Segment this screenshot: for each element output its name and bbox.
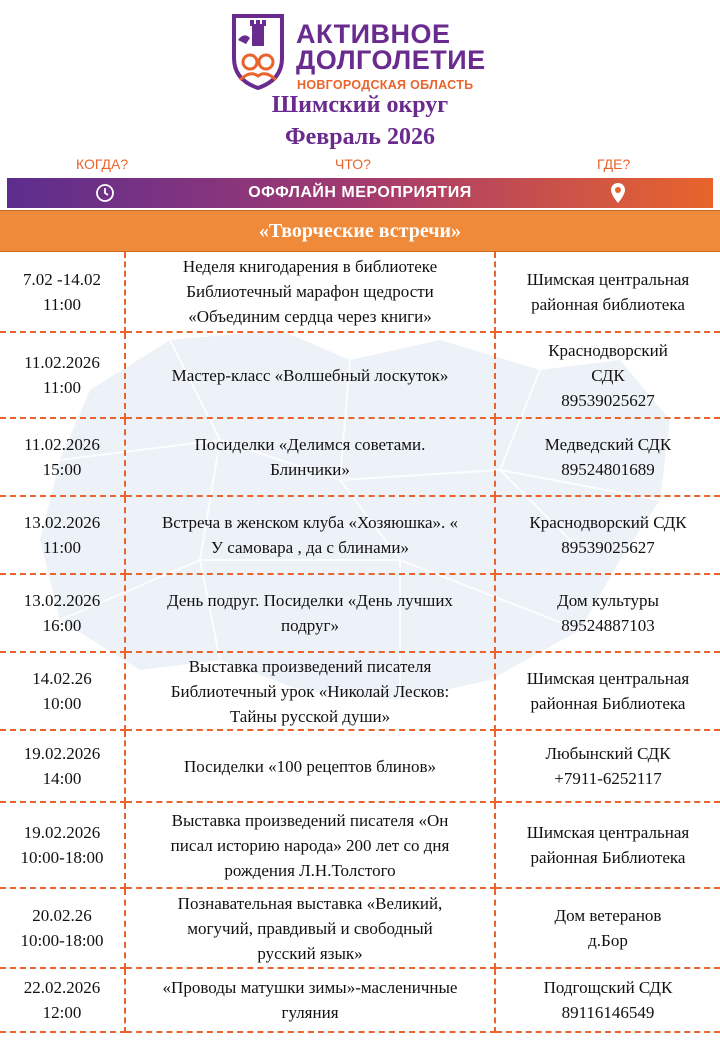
event-when [0, 574, 125, 652]
offline-events-bar [7, 178, 713, 208]
events-table [0, 252, 720, 1033]
district-title: Шимский округ [271, 92, 449, 118]
event-where [495, 332, 720, 418]
event-text: Познавательная выставка «Великий, [177, 893, 443, 913]
column-labels [0, 154, 720, 176]
event-time: 12:00 [42, 1003, 82, 1022]
event-place: Краснодворский СДК [529, 513, 687, 532]
event-date: 19.02.2026 [23, 744, 101, 763]
event-time: 10:00 [42, 694, 82, 713]
event-place: Шимская центральная [526, 269, 690, 289]
table-row [0, 252, 720, 332]
event-date: 14.02.26 [32, 669, 92, 688]
event-what [125, 252, 495, 332]
event-text: Встреча в женском клуба «Хозяюшка». « [161, 513, 459, 532]
event-date: 13.02.2026 [23, 591, 101, 610]
event-place: Дом культуры [557, 591, 659, 610]
event-place: районная Библиотека [530, 848, 686, 867]
event-time: 10:00-18:00 [20, 848, 104, 867]
month-title: Февраль 2026 [285, 124, 435, 150]
event-time: 10:00-18:00 [20, 931, 104, 950]
label-when: КОГДА? [76, 156, 129, 172]
event-text: Выставка произведений писателя «Он [171, 810, 449, 830]
logo-subtitle: НОВГОРОДСКАЯ ОБЛАСТЬ [297, 78, 474, 92]
event-where [495, 574, 720, 652]
event-where [495, 730, 720, 802]
event-when [0, 802, 125, 888]
event-date: 20.02.26 [32, 906, 92, 925]
event-phone: 89116146549 [561, 1003, 655, 1022]
event-when [0, 418, 125, 496]
event-text: писал историю народа» 200 лет со дня [170, 835, 450, 855]
logo [230, 8, 500, 94]
event-place: Медведский СДК [544, 435, 672, 454]
event-place: Краснодворский [548, 340, 668, 360]
event-time: 11:00 [42, 294, 82, 314]
event-phone: 89539025627 [561, 390, 655, 410]
event-where [495, 802, 720, 888]
table-row [0, 496, 720, 574]
event-date: 7.02 -14.02 [23, 269, 101, 289]
event-where [495, 652, 720, 730]
event-place: д.Бор [588, 931, 628, 950]
table-row [0, 418, 720, 496]
event-text: У самовара , да с блинами» [210, 538, 410, 557]
table-row [0, 968, 720, 1032]
event-when [0, 252, 125, 332]
logo-title-line1: АКТИВНОЕ [296, 19, 451, 49]
event-what [125, 802, 495, 888]
event-where [495, 968, 720, 1032]
section-header [0, 210, 720, 252]
event-place: Шимская центральная [526, 669, 690, 688]
event-place: Шимская центральная [526, 823, 690, 842]
event-where [495, 496, 720, 574]
event-text: Тайны русской души» [229, 706, 391, 726]
event-text: «Объединим сердца через книги» [188, 307, 432, 326]
event-date: 11.02.2026 [24, 435, 100, 454]
event-what [125, 888, 495, 968]
table-row [0, 888, 720, 968]
event-text: Библиотечный марафон щедрости [186, 282, 434, 301]
label-what: ЧТО? [335, 156, 371, 172]
event-text: Выставка произведений писателя [188, 656, 432, 676]
event-what [125, 496, 495, 574]
event-text: гуляния [281, 1003, 339, 1022]
event-what [125, 968, 495, 1032]
logo-title-line2: ДОЛГОЛЕТИЕ [296, 45, 486, 75]
event-place: Подгощский СДК [543, 978, 673, 997]
table-row [0, 730, 720, 802]
table-row [0, 332, 720, 418]
event-when [0, 496, 125, 574]
event-time: 11:00 [42, 378, 82, 397]
event-what [125, 332, 495, 418]
event-when [0, 888, 125, 968]
map-pin-icon [609, 182, 627, 204]
event-text: подруг» [280, 616, 339, 635]
event-where [495, 888, 720, 968]
table-row [0, 652, 720, 730]
event-text: русский язык» [257, 943, 363, 963]
event-text: Мастер-класс «Волшебный лоскуток» [171, 365, 449, 385]
event-text: «Проводы матушки зимы»-масленичные [162, 978, 458, 997]
table-row [0, 802, 720, 888]
event-when [0, 968, 125, 1032]
event-place: Любынский СДК [545, 744, 671, 763]
event-date: 13.02.2026 [23, 513, 101, 532]
event-text: могучий, правдивый и свободный [187, 918, 433, 938]
event-date: 22.02.2026 [23, 978, 101, 997]
event-phone: +7911-6252117 [554, 769, 662, 788]
event-where [495, 418, 720, 496]
event-what [125, 418, 495, 496]
logo-emblem-icon [230, 10, 286, 90]
event-phone: 89524801689 [561, 460, 655, 479]
event-place: районная библиотека [531, 294, 685, 314]
event-when [0, 730, 125, 802]
event-when [0, 652, 125, 730]
event-time: 14:00 [42, 769, 82, 788]
event-time: 11:00 [42, 538, 82, 557]
event-where [495, 252, 720, 332]
event-when [0, 332, 125, 418]
event-what [125, 574, 495, 652]
event-date: 11.02.2026 [24, 353, 100, 372]
event-text: рождения Л.Н.Толстого [224, 860, 396, 880]
header [0, 0, 720, 210]
event-what [125, 652, 495, 730]
event-text: Посиделки «100 рецептов блинов» [183, 756, 437, 776]
event-text: Библиотечный урок «Николай Лесков: [170, 681, 450, 701]
event-date: 19.02.2026 [23, 823, 101, 842]
label-where: ГДЕ? [597, 156, 631, 172]
event-text: День подруг. Посиделки «День лучших [167, 591, 453, 610]
section-title: «Творческие встречи» [258, 220, 462, 242]
table-row [0, 574, 720, 652]
event-phone: 89524887103 [561, 616, 655, 635]
event-what [125, 730, 495, 802]
event-text: Посиделки «Делимся советами. [194, 435, 426, 454]
event-phone: 89539025627 [561, 538, 655, 557]
bar-title: ОФФЛАЙН МЕРОПРИЯТИЯ [248, 184, 472, 201]
event-place: районная Библиотека [530, 694, 686, 713]
event-place: Дом ветеранов [554, 906, 662, 925]
event-text: Блинчики» [270, 460, 350, 479]
event-place: СДК [591, 365, 625, 385]
event-time: 16:00 [42, 616, 82, 635]
event-text: Неделя книгодарения в библиотеке [182, 257, 438, 276]
event-time: 15:00 [42, 460, 82, 479]
